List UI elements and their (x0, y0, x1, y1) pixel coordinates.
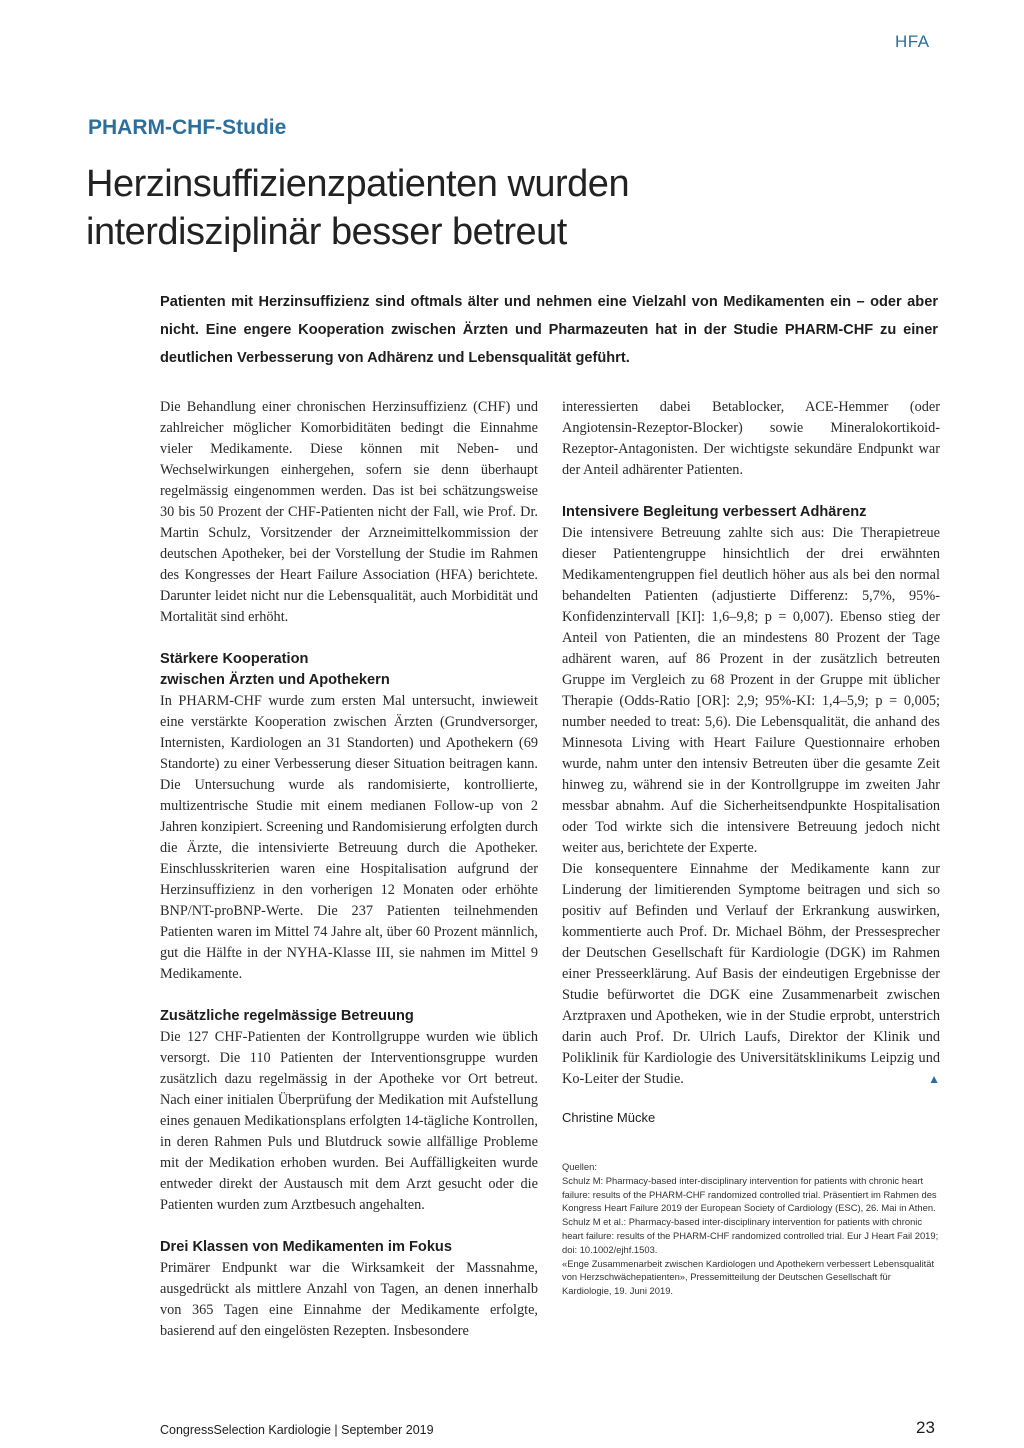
body-paragraph: interessierten dabei Betablocker, ACE-Hemmer (oder Angiotensin-Rezeptor-Blocker) sowie Mineralokortikoid-Rezeptor-Antagonisten. Der wichtigste sekundäre Endpunkt war der Anteil adhärenter Patienten. (562, 399, 940, 478)
section-heading (160, 649, 538, 691)
sources-label: Quellen: (562, 1161, 597, 1172)
end-triangle-icon: ▲ (928, 1072, 940, 1086)
section-heading: Drei Klassen von Medikamenten im Fokus (160, 1239, 452, 1255)
body-paragraph: Primärer Endpunkt war die Wirksamkeit der Massnahme, ausgedrückt als mittlere Anzahl von Tagen, an denen innerhalb von 365 Tagen eine Einnahme der Medikamente erfolgte, basierend auf den eingelösten Rezepten. Insbesondere (160, 1260, 538, 1339)
source-entry: Schulz M: Pharmacy-based inter-disciplinary intervention for patients with chronic heart failure: results of the PHARM-CHF randomized controlled trial. Präsentiert im Rahmen des Kongress Heart Failure 2019 der European Society of Cardiology (ESC), 26. Mai in Athen. (562, 1174, 937, 1214)
sources-list (562, 1160, 940, 1298)
intro-paragraph: Die Behandlung einer chronischen Herzinsuffizienz (CHF) und zahlreicher möglicher Komorbiditäten bedingt die Einnahme vieler Medikamente. Diese können mit Neben- und Wechselwirkungen einhergehen, sofern sie denn überhaupt regelmässig eingenommen werden. Das ist bei schätzungsweise 30 bis 50 Prozent der CHF-Patienten nicht der Fall, wie Prof. Dr. Martin Schulz, Vorsitzender der Arzneimittelkommission der deutschen Apotheker, bei der Vorstellung der Studie im Rahmen des Kongresses der Heart Failure Association (HFA) berichtete. Darunter leidet nicht nur die Lebensqualität, auch Morbidität und Mortalität sind erhöht. (160, 399, 538, 625)
body-paragraph (562, 859, 940, 1090)
section-heading: Zusätzliche regelmässige Betreuung (160, 1008, 414, 1024)
section-heading-line-2: zwischen Ärzten und Apothekern (160, 672, 390, 688)
article-title-line-1: Herzinsuffizienzpatienten wurden (86, 163, 630, 205)
body-paragraph: In PHARM-CHF wurde zum ersten Mal untersucht, inwieweit eine verstärkte Kooperation zwischen Ärzten (Grundversorger, Internisten, Kardiologen an 31 Standorten) und Apothekern (69 Standorte) zu einer Verbesserung dieser Situation beitragen kann. Die Untersuchung wurde als randomisierte, kontrollierte, multizentrische Studie mit einem medianen Follow-up von 2 Jahren konzipiert. Screening und Randomisierung erfolgten durch die Ärzte, die intensivierte Betreuung durch die Apotheker. Einschlusskriterien waren eine Hospitalisation aufgrund der Herzinsuffizienz in den vorherigen 12 Monaten oder erhöhte BNP/NT-proBNP-Werte. Die 237 Patienten teilnehmenden Patienten waren im Mittel 74 Jahre alt, über 60 Prozent männlich, gut die Hälfte in der NYHA-Klasse III, sie nahmen im Mittel 9 Medikamente. (160, 693, 538, 982)
left-column (160, 397, 538, 1342)
article-title-line-2: interdisziplinär besser betreut (86, 211, 567, 253)
article-lead: Patienten mit Herzinsuffizienz sind oftmals älter und nehmen eine Vielzahl von Medikamenten ein – oder aber nicht. Eine engere Kooperation zwischen Ärzten und Pharmazeuten hat in der Studie PHARM-CHF zu einer deutlichen Verbesserung von Adhärenz und Lebensqualität geführt. (160, 294, 938, 366)
source-entry: Schulz M et al.: Pharmacy-based inter-disciplinary intervention for patients with chronic heart failure: results of the PHARM-CHF randomized controlled trial. Eur J Heart Fail 2019; doi: 10.1002/ejhf.1503. (562, 1216, 939, 1255)
article-kicker: PHARM-CHF-Studie (88, 116, 287, 139)
body-paragraph: Die 127 CHF-Patienten der Kontrollgruppe wurden wie üblich versorgt. Die 110 Patienten der Interventionsgruppe wurden zusätzlich dazu regelmässig in der Apotheke vor Ort betreut. Nach einer initialen Überprüfung der Medikation mit Aufstellung eines genauen Medikationsplans erfolgten 14-tägliche Kontrollen, in deren Rahmen Puls und Blutdruck sowie allfällige Probleme mit der Medikation erhoben wurden. Bei Auffälligkeiten wurde entweder direkt der Austausch mit dem Arzt gesucht oder die Patienten wurden zum Arztbesuch angehalten. (160, 1029, 538, 1213)
section-tag: HFA (895, 32, 930, 51)
source-entry: «Enge Zusammenarbeit zwischen Kardiologen und Apothekern verbessert Lebensqualität von Herzschwächepatienten», Pressemitteilung der Deutschen Gesellschaft für Kardiologie, 19. Juni 2019. (562, 1257, 935, 1297)
page-number: 23 (916, 1418, 935, 1437)
footer-publication: CongressSelection Kardiologie | September 2019 (160, 1423, 434, 1437)
article-title (86, 160, 946, 256)
body-paragraph: Die intensivere Betreuung zahlte sich aus: Die Therapietreue dieser Patientengruppe hinsichtlich der drei erwähnten Medikamentengruppen fiel deutlich höher aus als bei den normal behandelten Patienten (adjustierte Differenz: 5,7%, 95%-Konfidenzintervall [KI]: 1,6–9,8; p = 0,007). Ebenso stieg der Anteil von Patienten, die an mindestens 80 Prozent der Tage adhärent waren, auf 86 Prozent in der zusätzlich betreuten Gruppe im Vergleich zu 68 Prozent in der Gruppe mit üblicher Therapie (Odds-Ratio [OR]: 2,9; 95%-KI: 1,4–5,9; p = 0,005; number needed to treat: 5,6). Die Lebensqualität, die anhand des Minnesota Living with Heart Failure Questionnaire erhoben wurde, nahm unter den intensiv Betreuten über die gesamte Zeit hinweg zu, während sie in der Kontrollgruppe im zweiten Jahr messbar abnahm. Auf die Sicherheitsendpunkte Hospitalisation oder Tod wirkte sich die intensivere Betreuung jedoch nicht weiter aus, berichtete der Experte. (562, 525, 940, 856)
right-column (562, 397, 940, 1298)
section-heading-line-1: Stärkere Kooperation (160, 651, 309, 667)
closing-paragraph-text: Die konsequentere Einnahme der Medikamente kann zur Linderung der limitierenden Symptome beitragen und sich so positiv auf Befinden und Verlauf der Erkrankung auswirken, kommentierte auch Prof. Dr. Michael Böhm, der Pressesprecher der Deutschen Gesellschaft für Kardiologie (DGK) im Rahmen einer Presseerklärung. Auf Basis der eindeutigen Ergebnisse der Studie befürwortet die DGK eine Zusammenarbeit zwischen Arztpraxen und Apotheken, wie in der Studie erprobt, unterstrich darin auch Prof. Dr. Ulrich Laufs, Direktor der Klinik und Poliklinik für Kardiologie des Universitätsklinikums Leipzig und Ko-Leiter der Studie. (562, 861, 940, 1087)
section-heading: Intensivere Begleitung verbessert Adhärenz (562, 504, 867, 520)
author-name: Christine Mücke (562, 1110, 656, 1125)
